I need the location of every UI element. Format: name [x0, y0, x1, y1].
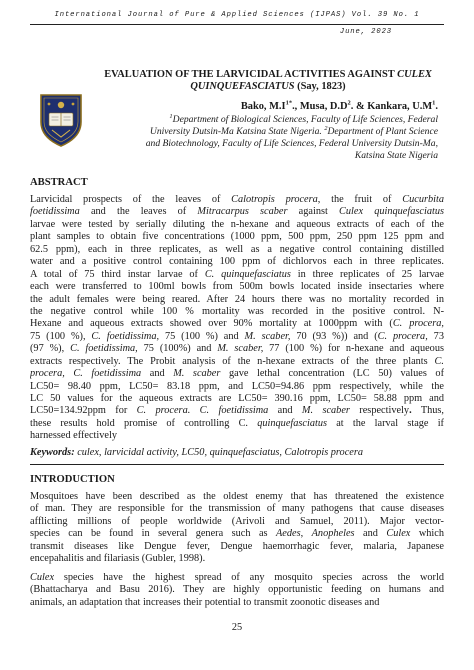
- text-run: 62.5 ppm), each in three replicates, as well as a negative control containing distilled: [30, 243, 444, 255]
- text-run: M. scaber: [301, 405, 350, 417]
- text-run: (Bhattacharya and Basu 2016). They are highly opportunistic feeding on humans and: [30, 584, 444, 596]
- text-line: [30, 516, 444, 528]
- text-run: Culex: [386, 528, 411, 540]
- text-line: [30, 356, 444, 368]
- text-run: C. procera. C. foetidissima: [136, 405, 269, 417]
- text-line: [30, 269, 444, 281]
- text-run: and: [268, 405, 302, 417]
- text-run: foetidissima: [30, 206, 80, 218]
- text-line: [30, 572, 444, 584]
- text-run: extracts respectively. The Probit analysis of the n-hexane extracts of the three plants: [30, 355, 435, 367]
- affiliation-line-1: $^1$Department of Biological Sciences, Faculty of Life Sciences, Federal: [169, 112, 438, 125]
- text-run: .: [409, 405, 412, 417]
- text-line: [30, 206, 444, 218]
- text-line: [30, 331, 444, 343]
- text-run: 75 (100%) and: [137, 343, 218, 355]
- text-run: LC 50 values for the aqueous extracts are LC50= 390.16 ppm, LC50= 58.88 ppm and: [30, 393, 444, 404]
- page-number: 25: [231, 622, 243, 633]
- text-run: Calotropis procera: [231, 194, 318, 205]
- text-run: C. procera,: [377, 330, 428, 342]
- introduction-paragraph-1: [30, 491, 444, 566]
- text-run: Cucurbita: [402, 194, 444, 205]
- affiliation-line-3: and Biotechnology, Faculty of Life Sciences, Federal University Dutsin-Ma,: [145, 138, 438, 149]
- text-run: plant samples to obtain five concentrations (1000 ppm, 500 ppm, 250 ppm 125 ppm and: [30, 231, 444, 243]
- text-run: species can be found in several genera such as: [30, 528, 276, 540]
- text-run: these results hold promise of controlling C.: [30, 417, 258, 429]
- text-run: 77 (100 %) for n-hexane and aqueous: [263, 343, 444, 355]
- text-run: and: [141, 368, 174, 380]
- text-run: C.: [434, 355, 444, 367]
- university-seal-icon: [38, 92, 84, 148]
- text-run: Anopheles: [311, 528, 355, 540]
- text-run: ,: [300, 528, 312, 540]
- affiliation-line-4: Katsina State Nigeria: [354, 150, 438, 161]
- text-run: M. scaber,: [244, 330, 291, 342]
- abstract-heading: ABSTRACT: [30, 177, 88, 188]
- author-list: Bako, $M.I^{1*}$., Musa, $D.D^2$. & Kankara, $U.M^1$.: [240, 99, 438, 112]
- text-run: and: [354, 528, 387, 540]
- text-line: [30, 343, 444, 355]
- text-run: transmit diseases like Dengue fever, Dengue haemorrhagic fever, malaria, Japanese: [30, 540, 444, 552]
- text-run: harnessed effectively: [30, 430, 118, 442]
- text-run: A total of 75 third instar larvae of: [30, 268, 205, 280]
- text-run: of man. They are responsible for the transmission of many pathogens that cause diseases: [30, 503, 444, 515]
- text-run: Hexane and aqueous extracts showed over 90% mortality at 1000ppm with (: [30, 318, 393, 330]
- text-line: [30, 381, 444, 393]
- text-run: and the leaves of: [79, 206, 198, 218]
- text-line: [30, 368, 444, 380]
- text-run: at the larval stage if: [327, 417, 444, 429]
- text-line: [30, 584, 444, 596]
- text-run: C. quinquefasciatus: [204, 268, 291, 280]
- keywords-rule: [30, 464, 444, 465]
- text-line: [30, 503, 444, 515]
- text-line: [30, 541, 444, 553]
- text-run: Mitracarpus scaber: [197, 206, 288, 218]
- text-run: species have the highest spread of any mosquito species across the world: [54, 572, 444, 583]
- text-line: [30, 405, 444, 417]
- issue-date: June, 2023: [339, 28, 392, 36]
- text-run: in three replicates of 25 larvae: [290, 268, 444, 280]
- text-run: C. procera,: [392, 318, 444, 330]
- paper-title-line-2: QUINQUEFASCIATUS (Say, 1823): [190, 81, 346, 92]
- text-line: [30, 491, 444, 503]
- text-run: water and a positive control containing 100 ppm of dichlorvos each in three replicates.: [30, 256, 444, 268]
- text-line: [30, 306, 444, 318]
- abstract-text: [30, 194, 444, 443]
- paper-title-line-1: EVALUATION OF THE LARVICIDAL ACTIVITIES AGAINST CULEX: [104, 69, 432, 80]
- text-run: larvae were tested by serially diluting the n-hexane and aqueous extracts of each of the: [30, 218, 444, 230]
- text-line: [30, 281, 444, 293]
- text-run: Mosquitoes have been described as the oldest enemy that has threatened the existence: [30, 491, 444, 502]
- text-run: Culex quinquefasciatus: [339, 206, 444, 218]
- text-run: respectively: [349, 405, 410, 417]
- text-run: procera, C. foetidissima: [30, 368, 142, 380]
- affiliation-line-2: University Dutsin-Ma Katsina State Nigeria. $^2$Department of Plant Science: [149, 124, 438, 137]
- text-line: [30, 231, 444, 243]
- text-run: M. scaber,: [217, 343, 264, 355]
- text-run: each were transferred to 100ml bowls from 500m bowls located inside insectaries where: [30, 281, 444, 293]
- keywords: Keywords: culex, larvicidal activity, LC50, quinquefasciatus, Calotropis procera: [30, 447, 364, 458]
- text-line: [30, 256, 444, 268]
- text-line: [30, 430, 444, 442]
- text-line: [30, 528, 444, 540]
- text-run: Culex: [30, 572, 55, 583]
- header-rule: [30, 24, 444, 25]
- introduction-paragraph-2: [30, 572, 444, 609]
- text-run: Aedes: [275, 528, 301, 540]
- text-run: afflicting millions of people worldwide (Arivoli and Samuel, 2011). Major vector-: [30, 515, 444, 527]
- text-run: Thus,: [411, 405, 444, 417]
- text-run: LC50= 98.40 ppm, LC50= 83.18 ppm, and LC50=94.86 ppm respectively, while the: [30, 380, 444, 392]
- text-run: C. foetidissima,: [70, 343, 138, 355]
- text-run: M. scaber: [173, 368, 221, 380]
- text-run: against: [287, 206, 340, 218]
- text-run: 73: [427, 330, 444, 342]
- text-run: LC50=134.92ppm for: [30, 405, 137, 417]
- text-run: the adult females were being reared. After 24 hours there was no mortality recorded in: [30, 293, 444, 305]
- journal-header: International Journal of Pure & Applied Sciences (IJPAS) Vol. 39 No. 1: [54, 11, 420, 19]
- text-run: encepahalitis and filariasis (Gubler, 1998).: [30, 553, 206, 565]
- text-run: 75 (100 %) and: [159, 330, 245, 342]
- text-line: [30, 553, 444, 565]
- text-line: [30, 318, 444, 330]
- introduction-heading: INTRODUCTION: [30, 474, 115, 485]
- text-run: (97 %),: [30, 343, 71, 355]
- text-line: [30, 294, 444, 306]
- text-run: which: [410, 528, 444, 540]
- text-run: Larvicidal prospects of the leaves of: [30, 194, 232, 205]
- text-run: gave lethal concentration (LC 50) values of: [220, 368, 444, 380]
- text-line: [30, 194, 444, 206]
- text-run: , the fruit of: [317, 194, 403, 205]
- text-run: the negative control while 100 % mortality was recorded in the positive control. N-: [30, 305, 444, 317]
- text-run: 70 (93 %)) and (: [290, 330, 378, 342]
- text-line: [30, 597, 444, 609]
- text-line: [30, 418, 444, 430]
- text-line: [30, 219, 444, 231]
- text-run: 75 (100 %),: [30, 330, 92, 342]
- text-line: [30, 393, 444, 405]
- text-run: quinquefasciatus: [257, 417, 328, 429]
- text-run: animals, an adaptation that increases their potential to transmit zoonotic diseases and: [30, 596, 380, 608]
- text-run: C. foetidissima,: [91, 330, 160, 342]
- text-line: [30, 244, 444, 256]
